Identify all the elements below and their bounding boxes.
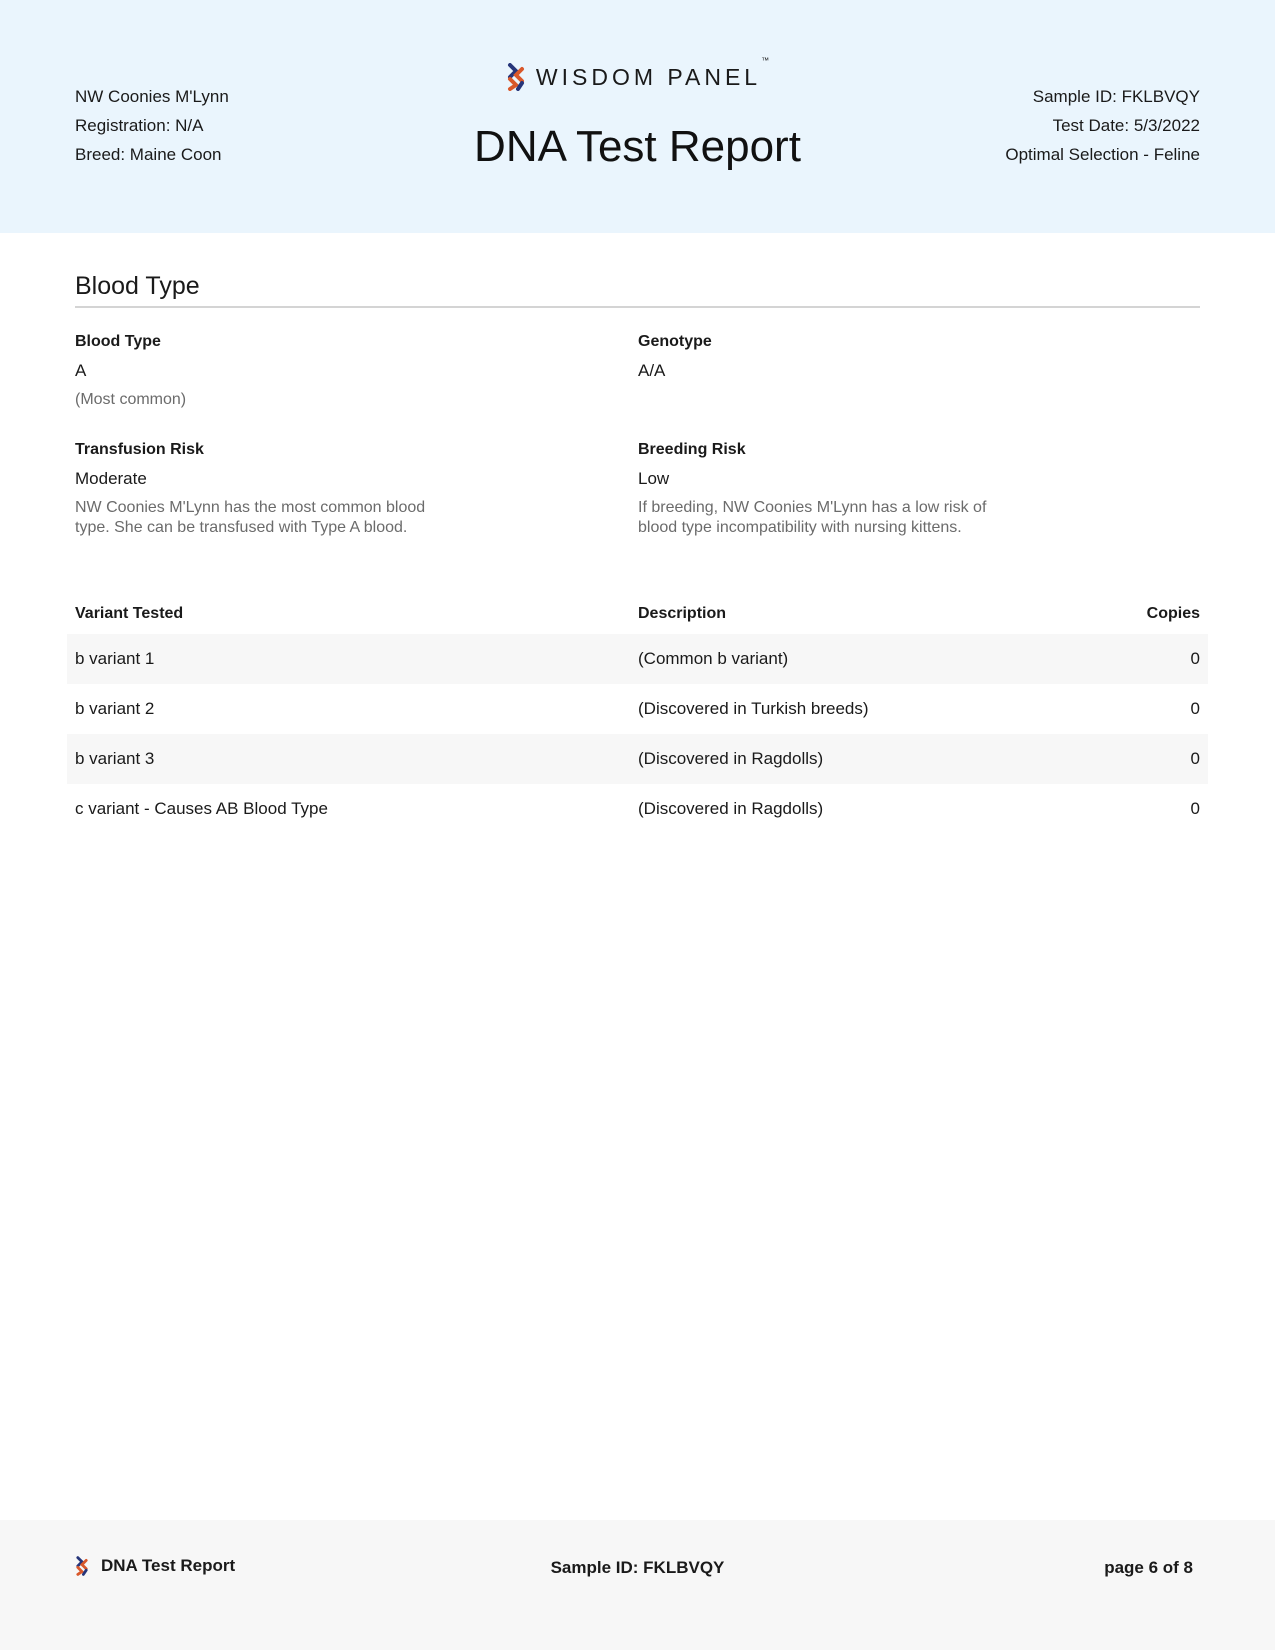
variant-name: b variant 1 [75,649,155,668]
variant-table [67,594,1208,834]
variant-description: (Common b variant) [638,649,789,668]
breeding-risk-value: Low [638,469,670,488]
variant-description: (Discovered in Turkish breeds) [638,699,869,718]
blood-type-field [75,331,455,410]
blood-type-value: A [75,361,87,380]
variant-name: b variant 2 [75,699,155,718]
column-header-description: Description [638,605,727,622]
section-title: Blood Type [75,272,1200,308]
sample-id: Sample ID: FKLBVQY [1032,87,1200,106]
variant-description: (Discovered in Ragdolls) [638,749,824,768]
pet-name: NW Coonies M'Lynn [75,87,229,106]
footer-title-text: DNA Test Report [101,1556,236,1575]
breed: Breed: Maine Coon [75,145,222,164]
transfusion-risk-field [75,439,455,538]
sample-info [1005,82,1200,169]
page-title: DNA Test Report [474,122,801,171]
variant-copies: 0 [1190,699,1200,718]
genotype-label: Genotype [638,333,712,350]
variant-description: (Discovered in Ragdolls) [638,799,824,818]
column-header-variant: Variant Tested [75,605,184,622]
genotype-field [638,331,1018,382]
variant-name: b variant 3 [75,749,155,768]
variant-copies: 0 [1190,649,1200,668]
transfusion-risk-value: Moderate [75,469,147,488]
table-row [67,684,1208,734]
report-header [0,0,1275,233]
table-row [67,784,1208,834]
breeding-risk-description: If breeding, NW Coonies M'Lynn has a low risk of blood type incompatibility with nursing kittens. [638,499,987,536]
table-row [67,734,1208,784]
variant-copies: 0 [1190,799,1200,818]
table-body [67,634,1208,834]
blood-type-label: Blood Type [75,333,161,350]
transfusion-risk-description: NW Coonies M'Lynn has the most common blood type. She can be transfused with Type A blood. [75,499,426,536]
registration: Registration: N/A [75,116,204,135]
table-header [67,594,1208,634]
dna-strand-icon [506,63,526,91]
breeding-risk-label: Breeding Risk [638,441,746,458]
brand-name: WISDOM PANEL™ [535,55,770,90]
test-product: Optimal Selection - Feline [1005,145,1200,164]
genotype-value: A/A [638,361,666,380]
breeding-risk-field [638,439,1018,538]
column-header-copies: Copies [1146,605,1200,622]
transfusion-risk-label: Transfusion Risk [75,441,204,458]
test-date: Test Date: 5/3/2022 [1052,116,1200,135]
footer-sample-id: Sample ID: FKLBVQY [550,1558,725,1577]
page-footer [0,1520,1275,1650]
blood-type-note: (Most common) [75,391,187,408]
variant-name: c variant - Causes AB Blood Type [75,799,328,818]
variant-copies: 0 [1190,749,1200,768]
table-row [67,634,1208,684]
page-number: page 6 of 8 [1104,1558,1193,1577]
